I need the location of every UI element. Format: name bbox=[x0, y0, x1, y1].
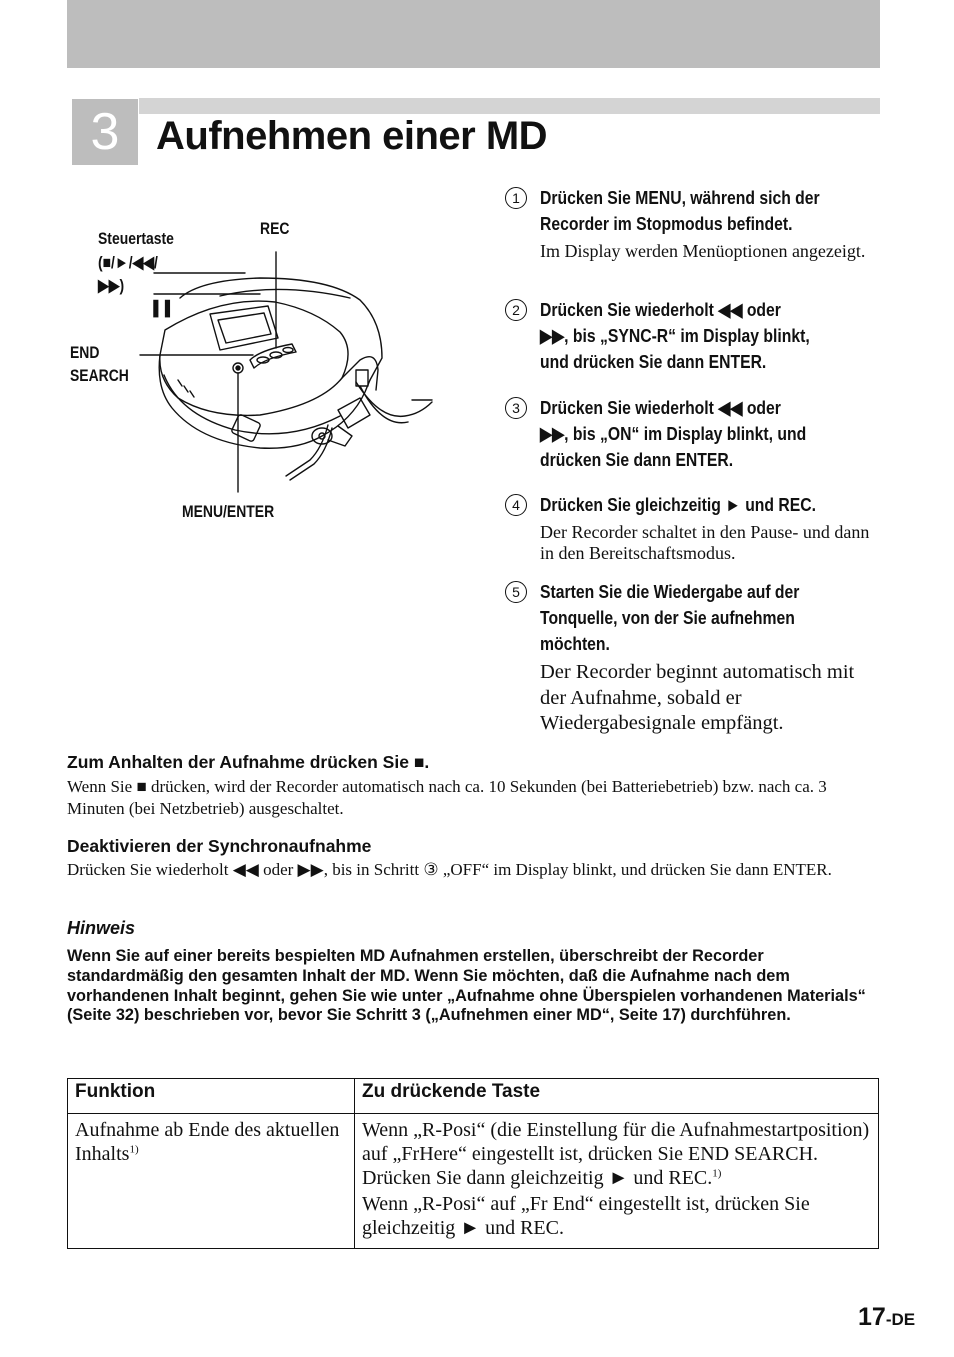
table-cell-function: Aufnahme ab Ende des aktuellen Inhalts$^{1)}$ bbox=[68, 1114, 355, 1249]
search-label: SEARCH bbox=[70, 366, 129, 385]
pause-symbol-label: ❚❚ bbox=[150, 298, 174, 317]
rec-label: REC bbox=[260, 219, 290, 238]
step-4-heading: Drücken Sie gleichzeitig ► und REC. bbox=[540, 494, 816, 515]
function-table bbox=[67, 1078, 879, 1249]
table-header-key: Zu drückende Taste bbox=[355, 1079, 879, 1114]
deactivate-body: Drücken Sie wiederholt ◀◀ oder ▶▶, bis in Schritt ③ „OFF“ im Display blinkt, und drücken Sie dann ENTER. bbox=[67, 860, 832, 879]
step-1-body: Im Display werden Menüoptionen angezeigt. bbox=[540, 241, 866, 261]
section-number: 3 bbox=[72, 99, 138, 165]
step-5-heading: Starten Sie die Wiedergabe auf der Tonquelle, von der Sie aufnehmen möchten. bbox=[540, 581, 800, 654]
step-2-heading: Drücken Sie wiederholt ◀◀ oder ▶▶, bis „SYNC-R“ im Display blinkt, und drücken Sie dann ENTER. bbox=[540, 299, 810, 372]
stop-heading: Zum Anhalten der Aufnahme drücken Sie ■. bbox=[67, 752, 430, 772]
header-bar bbox=[67, 0, 880, 68]
page-title: Aufnehmen einer MD bbox=[156, 114, 548, 158]
step-5-number: 5 bbox=[505, 581, 527, 603]
title-rule bbox=[139, 98, 880, 114]
step-3-number: 3 bbox=[505, 397, 527, 419]
page-number: 17-DE bbox=[858, 1303, 916, 1331]
control-key-symbols-label: (■/►/◀◀/ bbox=[98, 253, 158, 272]
step-5-body: Der Recorder beginnt automatisch mit der Aufnahme, sobald er Wiedergabesignale empfängt. bbox=[540, 661, 855, 734]
table-header-function: Funktion bbox=[68, 1079, 355, 1114]
table-header-row bbox=[68, 1079, 879, 1114]
control-key-label: Steuertaste bbox=[98, 229, 174, 248]
step-2-number: 2 bbox=[505, 299, 527, 321]
table-cell-key: Wenn „R-Posi“ (die Einstellung für die Aufnahmestartposition) auf „FrHere“ eingestellt ist, drücken Sie END SEARCH. Drücken Sie dann gleichzeitig ► und REC.$^{1)}$ Wenn „R-Posi“ auf „Fr End“ eingestellt ist, drücken Sie gleichzeitig ► und REC. bbox=[355, 1114, 879, 1249]
step-3-heading: Drücken Sie wiederholt ◀◀ oder ▶▶, bis „ON“ im Display blinkt, und drücken Sie dann ENTER. bbox=[540, 397, 807, 470]
step-4-number: 4 bbox=[505, 494, 527, 516]
stop-body: Wenn Sie ■ drücken, wird der Recorder automatisch nach ca. 10 Sekunden (bei Batteriebetrieb) bzw. nach ca. 3 Minuten (bei Netzbetrieb) ausgeschaltet. bbox=[67, 777, 827, 818]
step-1-number: 1 bbox=[505, 187, 527, 209]
table-row bbox=[68, 1114, 879, 1249]
control-key-symbols-label-2: ▶▶) bbox=[98, 276, 125, 295]
note-heading: Hinweis bbox=[67, 918, 136, 938]
menu-enter-label: MENU/ENTER bbox=[182, 502, 275, 521]
note-body: Wenn Sie auf einer bereits bespielten MD Aufnahmen erstellen, überschreibt der Recorder standardmäßig den gesamten Inhalt der MD. Wenn Sie möchten, daß die Aufnahme nach dem vorhandenen Inhalt beginnt, gehen Sie wie unter „Aufnahme ohne Überspielen vorhandenen Materials“ (Seite 32) beschrieben vor, bevor Sie Schritt 3 („Aufnehmen einer MD“, Seite 17) durchführen. bbox=[67, 947, 866, 1025]
deactivate-heading: Deaktivieren der Synchronaufnahme bbox=[67, 836, 372, 856]
step-1-heading: Drücken Sie MENU, während sich der Recorder im Stopmodus befindet. bbox=[540, 187, 820, 234]
step-4-body: Der Recorder schaltet in den Pause- und dann in den Bereitschaftsmodus. bbox=[540, 522, 870, 563]
end-label: END bbox=[70, 343, 100, 362]
